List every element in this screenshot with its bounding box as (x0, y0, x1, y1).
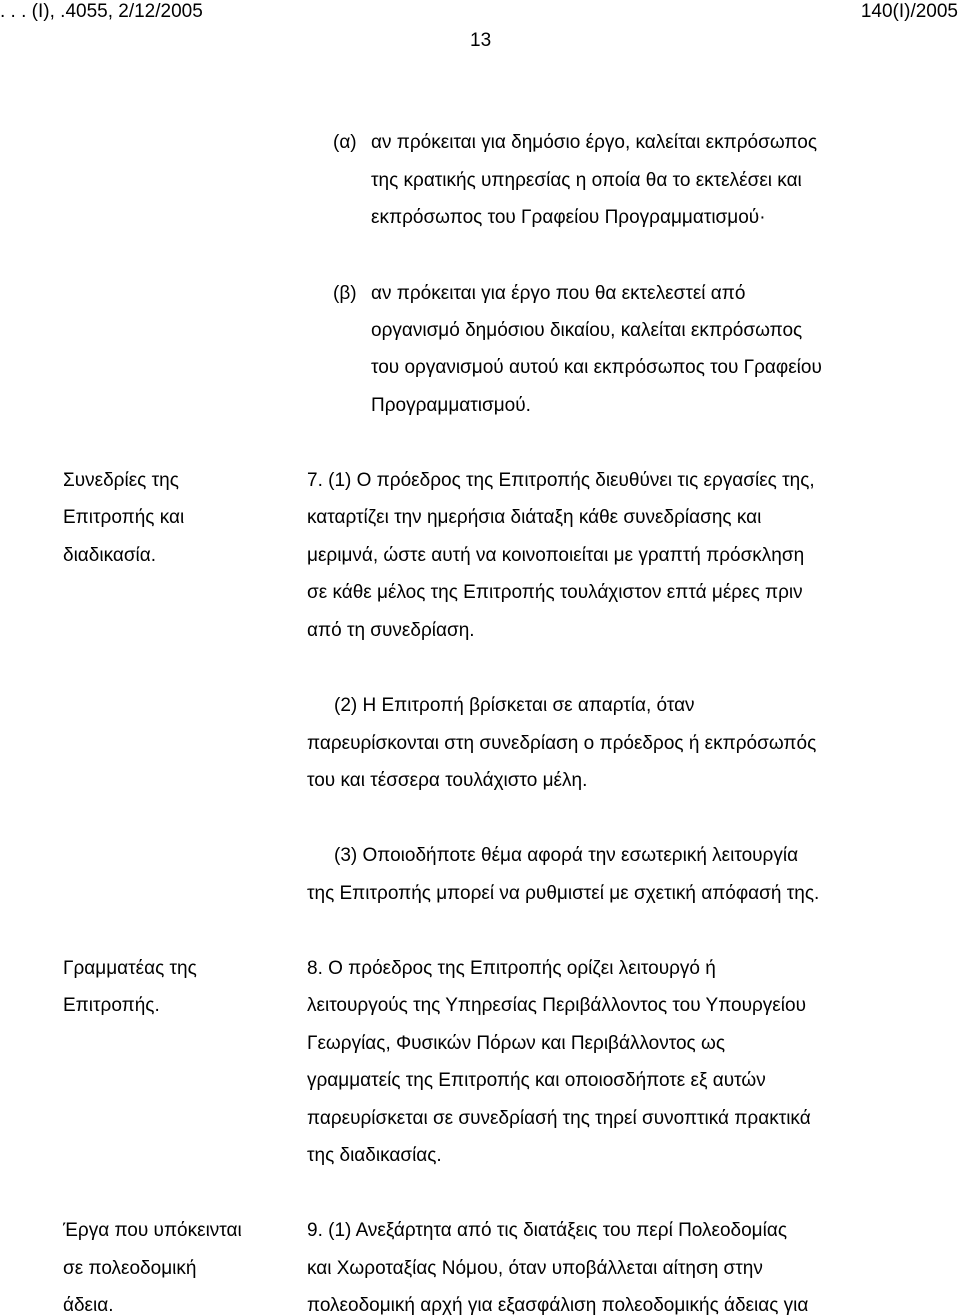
body-line: παρευρίσκεται σε συνεδρίασή της τηρεί συνοπτικά πρακτικά (307, 1108, 811, 1129)
margin-note-line: Γραμματέας της (63, 958, 197, 979)
body-line: 9. (1) Ανεξάρτητα από τις διατάξεις του περί Πολεοδομίας (307, 1220, 787, 1241)
body-line: Γεωργίας, Φυσικών Πόρων και Περιβάλλοντος ως (307, 1033, 725, 1054)
body-line: του και τέσσερα τουλάχιστο μέλη. (307, 770, 588, 791)
body-line: 8. Ο πρόεδρος της Επιτροπής ορίζει λειτουργό ή (307, 958, 716, 979)
para-beta-label: (β) (333, 283, 357, 304)
body-line: 7. (1) Ο πρόεδρος της Επιτροπής διευθύνει τις εργασίες της, (307, 470, 815, 491)
margin-note-line: Επιτροπής. (63, 995, 160, 1016)
para-beta-line: οργανισμό δημόσιου δικαίου, καλείται εκπρόσωπος (371, 320, 803, 341)
body-line: σε κάθε μέλος της Επιτροπής τουλάχιστον επτά μέρες πριν (307, 582, 803, 603)
para-alpha-line: της κρατικής υπηρεσίας η οποία θα το εκτελέσει και (371, 170, 802, 191)
para-beta-line: αν πρόκειται για έργο που θα εκτελεστεί από (371, 283, 746, 304)
para-beta-line: του οργανισμού αυτού και εκπρόσωπος του Γραφείου (371, 357, 822, 378)
para-alpha-line: εκπρόσωπος του Γραφείου Προγραμματισμού· (371, 207, 766, 228)
body-line: (2) Η Επιτροπή βρίσκεται σε απαρτία, όταν (334, 695, 695, 716)
para-alpha-label: (α) (333, 132, 357, 153)
page-number: 13 (470, 30, 492, 51)
margin-note-line: Επιτροπής και (63, 507, 185, 528)
body-line: καταρτίζει την ημερήσια διάταξη κάθε συνεδρίασης και (307, 507, 762, 528)
body-line: της Επιτροπής μπορεί να ρυθμιστεί με σχετική απόφασή της. (307, 883, 820, 904)
body-line: και Χωροταξίας Νόμου, όταν υποβάλλεται αίτηση στην (307, 1258, 763, 1279)
body-line: πολεοδομική αρχή για εξασφάλιση πολεοδομικής άδειας για (307, 1295, 809, 1316)
body-line: της διαδικασίας. (307, 1145, 442, 1166)
header-left: . . . (Ι), .4055, 2/12/2005 (0, 1, 203, 22)
body-line: γραμματείς της Επιτροπής και οποιοσδήποτε εξ αυτών (307, 1070, 766, 1091)
body-line: από τη συνεδρίαση. (307, 620, 475, 641)
margin-note-line: σε πολεοδομική (63, 1258, 197, 1279)
para-beta-line: Προγραμματισμού. (371, 395, 531, 416)
margin-note-line: διαδικασία. (63, 545, 157, 566)
margin-note-line: άδεια. (63, 1295, 114, 1316)
header-right: 140(Ι)/2005 (860, 1, 958, 22)
body-line: λειτουργούς της Υπηρεσίας Περιβάλλοντος του Υπουργείου (307, 995, 806, 1016)
margin-note-line: Συνεδρίες της (63, 470, 179, 491)
body-line: (3) Οποιοδήποτε θέμα αφορά την εσωτερική λειτουργία (334, 845, 799, 866)
para-alpha-line: αν πρόκειται για δημόσιο έργο, καλείται εκπρόσωπος (371, 132, 817, 153)
body-line: μεριμνά, ώστε αυτή να κοινοποιείται με γραπτή πρόσκληση (307, 545, 805, 566)
body-line: παρευρίσκονται στη συνεδρίαση ο πρόεδρος ή εκπρόσωπός (307, 733, 817, 754)
margin-note-line: Έργα που υπόκεινται (63, 1220, 242, 1241)
